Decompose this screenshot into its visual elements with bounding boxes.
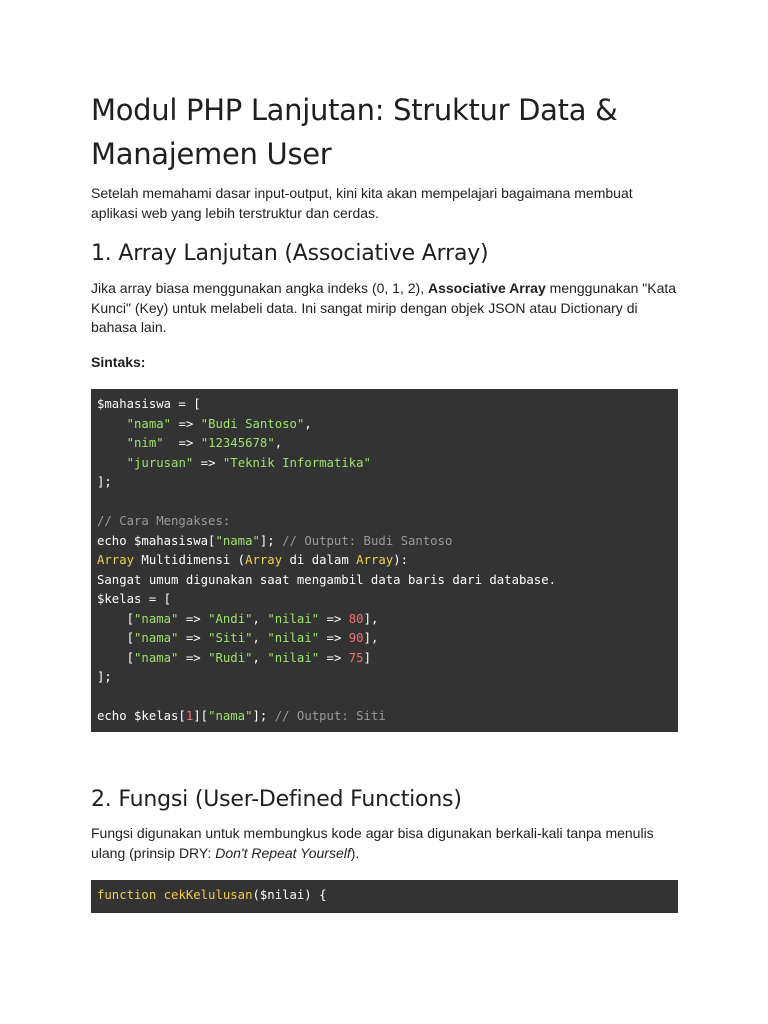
code-block-array <box>91 389 678 732</box>
code-line: $kelas = [ <box>97 592 172 606</box>
intro-paragraph: Setelah memahami dasar input-output, kini kita akan mempelajari bagaimana membuat aplikasi web yang lebih terstruktur dan cerdas. <box>91 185 633 221</box>
assoc-text-bold: Associative Array <box>427 280 546 296</box>
assoc-text-after: menggunakan "Kata Kunci" (Key) untuk melabeli data. Ini sangat mirip dengan objek JSON atau Dictionary di bahasa lain. <box>91 280 677 335</box>
code-block-function <box>91 880 678 913</box>
code-line: Sangat umum digunakan saat mengambil data baris dari database. <box>97 572 557 587</box>
associative-array-paragraph <box>91 279 678 338</box>
code-line: ]; <box>97 475 112 489</box>
code-line: echo $kelas[1]["nama"]; // Output: Siti <box>97 709 386 723</box>
code-line-blank <box>97 493 672 513</box>
code-line: "nim" => "12345678", <box>126 436 283 450</box>
code-line: "jurusan" => "Teknik Informatika" <box>126 455 371 470</box>
code-line: // Cara Mengakses: <box>97 514 231 528</box>
section-heading-array: 1. Array Lanjutan (Associative Array) <box>91 241 489 266</box>
func-text-before: Fungsi digunakan untuk membungkus kode agar bisa digunakan berkali-kali tanpa menulis ulang (prinsip DRY: <box>91 825 654 861</box>
section-heading-functions: 2. Fungsi (User-Defined Functions) <box>91 787 462 812</box>
func-text-after: ). <box>350 844 360 861</box>
code-line: ]; <box>97 670 112 684</box>
functions-paragraph <box>91 824 678 863</box>
code-line: echo $mahasiswa["nama"]; // Output: Budi Santoso <box>97 533 453 548</box>
code-line: function cekKelulusan($nilai) { <box>97 888 327 902</box>
code-line: $mahasiswa = [ <box>97 397 201 411</box>
sintaks-label: Sintaks: <box>91 354 146 370</box>
code-row-line: ["nama" => "Siti", "nilai" => 90], <box>126 631 379 645</box>
code-line-blank <box>97 688 672 708</box>
code-line: Array Multidimensi (Array di dalam Array): <box>97 553 409 567</box>
page-title: Modul PHP Lanjutan: Struktur Data & Manajemen User <box>91 93 618 171</box>
func-text-italic: Don't Repeat Yourself <box>215 844 351 861</box>
code-row-line: ["nama" => "Andi", "nilai" => 80], <box>126 611 379 626</box>
code-row-line: ["nama" => "Rudi", "nilai" => 75] <box>126 650 371 665</box>
code-line: "nama" => "Budi Santoso", <box>126 416 312 431</box>
assoc-text-before: Jika array biasa menggunakan angka indeks (0, 1, 2), <box>91 280 428 296</box>
